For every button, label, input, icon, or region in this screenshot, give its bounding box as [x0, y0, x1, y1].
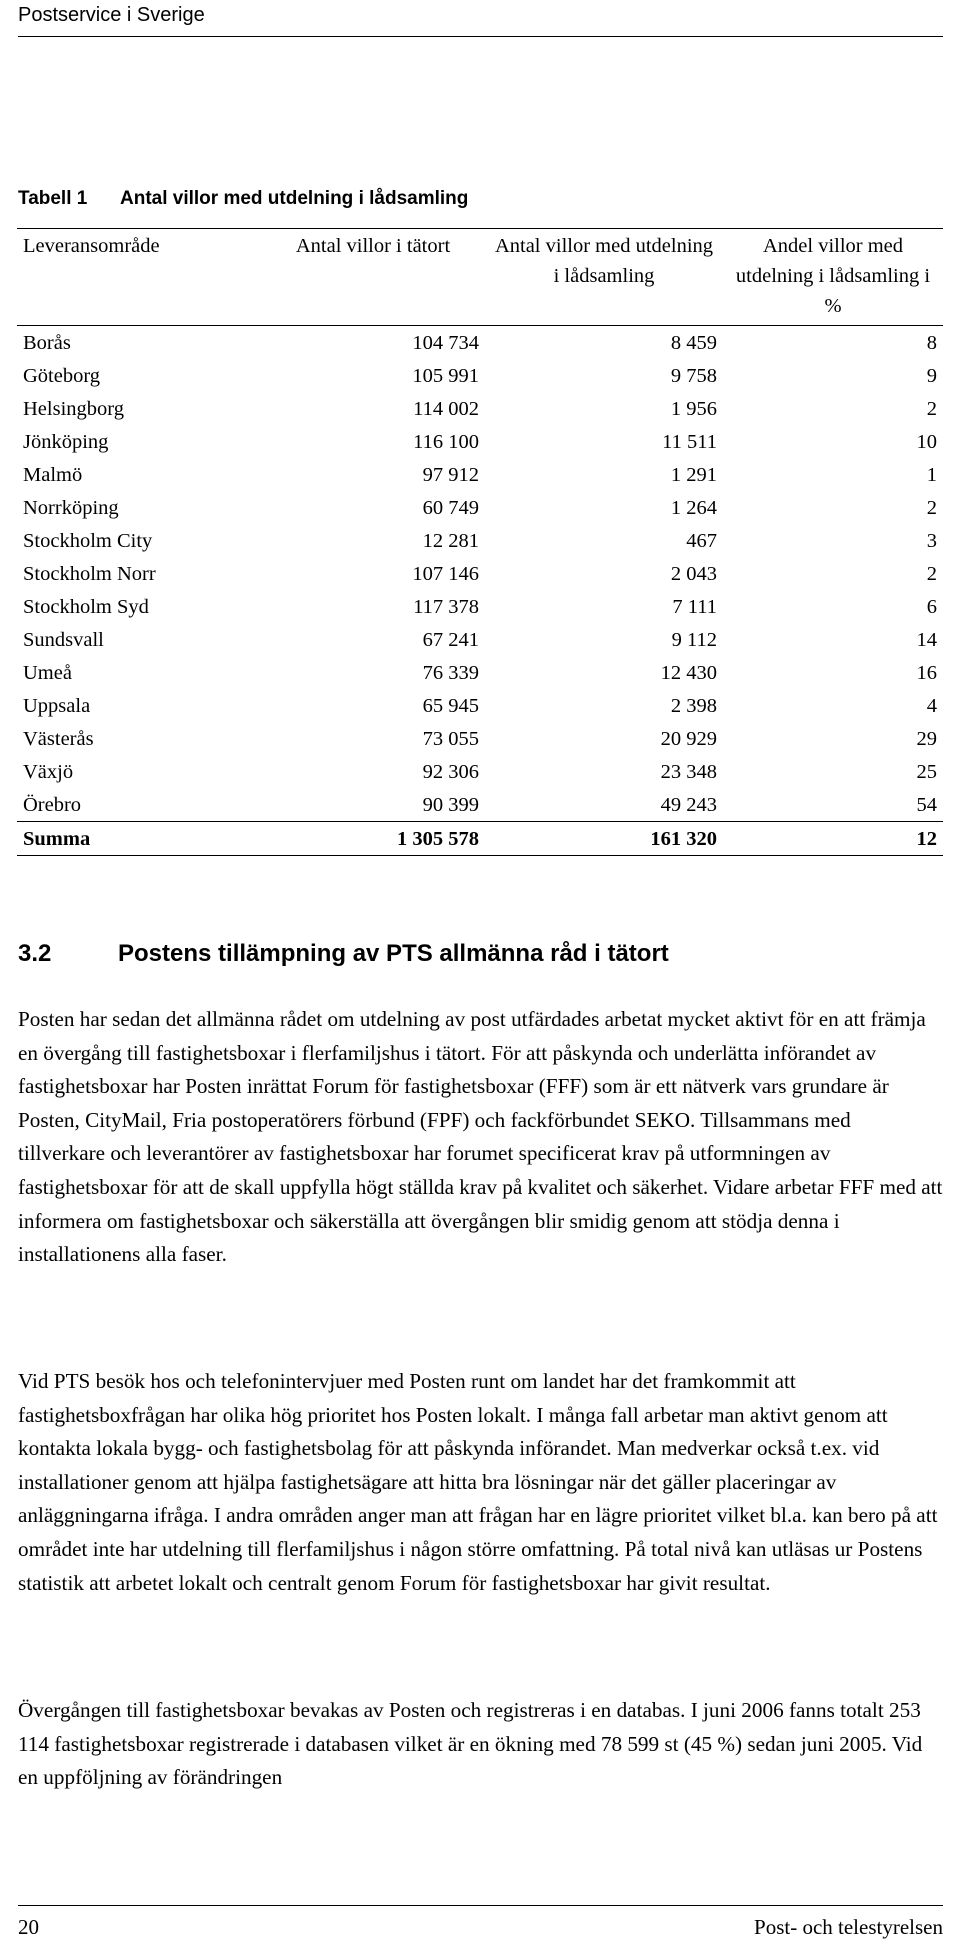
section-number: 3.2 — [18, 940, 52, 967]
section-heading — [18, 940, 669, 968]
table-cell: 6 — [926, 595, 937, 618]
publisher-name: Post- och telestyrelsen — [754, 1915, 943, 1939]
body-paragraph: Övergången till fastighetsboxar bevakas av Posten och registreras i en databas. I juni 2006 fanns totalt 253 114 fastighetsboxar registrerade i databasen vilket är en ökning med 78 599 st (45 %) sedan juni 2005. Vid en uppföljning av förändringen — [18, 1698, 923, 1790]
table-cell: 2 — [926, 397, 937, 420]
table-cell: 2 — [926, 562, 937, 585]
table-row — [17, 458, 943, 491]
table-cell: 104 734 — [412, 331, 479, 354]
table-cell: 92 306 — [422, 760, 479, 783]
table-row — [17, 326, 943, 360]
table-cell: 67 241 — [422, 628, 479, 651]
table-cell: Malmö — [23, 463, 83, 486]
table-cell: 9 — [926, 364, 937, 387]
table-cell: 116 100 — [413, 430, 479, 453]
table-cell: 10 — [916, 430, 937, 453]
table-cell: 23 348 — [660, 760, 717, 783]
villa-delivery-table — [17, 228, 943, 856]
table-cell: 3 — [926, 529, 937, 552]
header-rule — [18, 36, 943, 37]
table-cell: Sundsvall — [23, 628, 104, 651]
table-cell: Helsingborg — [23, 397, 124, 420]
table-row — [17, 590, 943, 623]
table-cell: 107 146 — [412, 562, 479, 585]
table-cell: 12 — [723, 822, 943, 856]
table-row — [17, 392, 943, 425]
column-header: Antal villor i tätort — [261, 229, 485, 326]
table-cell: Norrköping — [23, 496, 119, 519]
table-cell: 7 111 — [672, 595, 717, 618]
table-cell: 117 378 — [413, 595, 479, 618]
table-cell: Umeå — [23, 661, 72, 684]
running-header: Postservice i Sverige — [18, 4, 205, 26]
column-header: Leveransområde — [17, 229, 261, 326]
table-cell: Örebro — [23, 793, 82, 816]
table-cell: 9 758 — [670, 364, 717, 387]
table-cell: 54 — [916, 793, 937, 816]
table-cell: 97 912 — [422, 463, 479, 486]
table-row — [17, 722, 943, 755]
table-row — [17, 425, 943, 458]
table-row — [17, 524, 943, 557]
table-cell: 2 043 — [670, 562, 717, 585]
table-cell: 29 — [916, 727, 937, 750]
table-row — [17, 788, 943, 822]
table-cell: 11 511 — [662, 430, 717, 453]
table-cell: 14 — [916, 628, 937, 651]
table-cell: 8 — [926, 331, 937, 354]
table-cell: 65 945 — [422, 694, 479, 717]
table-row — [17, 656, 943, 689]
table-cell: Växjö — [23, 760, 74, 783]
table-cell: 60 749 — [422, 496, 479, 519]
table-cell: 114 002 — [413, 397, 479, 420]
body-paragraph: Vid PTS besök hos och telefonintervjuer med Posten runt om landet har det framkommit att fastighetsboxfrågan har olika hög prioritet hos Posten lokalt. I många fall arbetar man aktivt genom att kontakta lokala bygg- och fastighetsbolag för att påskynda införandet. Man medverkar också t.ex. vid installationer genom att hjälpa fastighetsägare att hitta bra lösningar när det gäller placeringar av anläggningarna ifråga. I andra områden anger man att frågan har en lägre prioritet vilket bl.a. kan bero på att området inte har utdelning till flerfamiljshus i någon större omfattning. På total nivå kan utläsas ur Postens statistik att arbetet lokalt och centralt genom Forum för fastighetsboxar har givit resultat. — [18, 1369, 938, 1595]
body-paragraph: Posten har sedan det allmänna rådet om utdelning av post utfärdades arbetat mycket aktivt för en att främja en övergång till fastighetsboxar i flerfamiljshus i tätort. För att påskynda och underlätta införandet av fastighetsboxar har Posten inrättat Forum för fastighetsboxar (FFF) som är ett nätverk vars grundare är Posten, CityMail, Fria postoperatörers förbund (FPF) och fackförbundet SEKO. Tillsammans med tillverkare och leverantörer av fastighetsboxar har forumet specificerat krav på utformningen av fastighetsboxar för att de skall uppfylla högt ställda krav på kvalitet och säkerhet. Vidare arbetar FFF med att informera om fastighetsboxar och säkerställa att övergången blir smidig genom att stödja denna i installationens alla faser. — [18, 1007, 943, 1267]
table-cell: 25 — [916, 760, 937, 783]
table-cell: 1 — [926, 463, 937, 486]
table-cell: 105 991 — [412, 364, 479, 387]
table-cell: 76 339 — [422, 661, 479, 684]
table-total-row — [17, 822, 943, 856]
table-cell: 4 — [926, 694, 937, 717]
table-row — [17, 623, 943, 656]
table-cell: Stockholm Syd — [23, 595, 149, 618]
table-cell: Göteborg — [23, 364, 101, 387]
table-title: Antal villor med utdelning i lådsamling — [120, 188, 469, 209]
table-cell: Stockholm Norr — [23, 562, 156, 585]
table-cell: Stockholm City — [23, 529, 153, 552]
page-number: 20 — [18, 1915, 39, 1939]
table-cell: 1 305 578 — [261, 822, 485, 856]
table-cell: 9 112 — [671, 628, 717, 651]
table-cell: 2 398 — [670, 694, 717, 717]
table-cell: 20 929 — [660, 727, 717, 750]
table-cell: 1 956 — [670, 397, 717, 420]
table-caption — [18, 188, 468, 210]
table-cell: 49 243 — [660, 793, 717, 816]
table-header-row — [17, 229, 943, 326]
table-cell: 1 291 — [670, 463, 717, 486]
section-title: Postens tillämpning av PTS allmänna råd i tätort — [118, 940, 669, 967]
column-header: Andel villor med utdelning i lådsamling i % — [723, 229, 943, 326]
table-cell: 2 — [926, 496, 937, 519]
table-cell: 16 — [916, 661, 937, 684]
footer-rule — [18, 1905, 943, 1906]
table-cell: 467 — [686, 529, 717, 552]
column-header: Antal villor med utdelning i lådsamling — [485, 229, 723, 326]
table-cell: 12 281 — [422, 529, 479, 552]
table-number: Tabell 1 — [18, 188, 88, 209]
table-cell: 1 264 — [670, 496, 717, 519]
table-cell: Summa — [17, 822, 261, 856]
table-cell: 73 055 — [422, 727, 479, 750]
table-cell: Borås — [23, 331, 71, 354]
table-row — [17, 755, 943, 788]
table-row — [17, 491, 943, 524]
table-cell: 90 399 — [422, 793, 479, 816]
table-cell: 161 320 — [485, 822, 723, 856]
table-row — [17, 689, 943, 722]
table-row — [17, 359, 943, 392]
table-cell: Uppsala — [23, 694, 91, 717]
table-row — [17, 557, 943, 590]
table-cell: 8 459 — [670, 331, 717, 354]
table-cell: 12 430 — [660, 661, 717, 684]
table-cell: Västerås — [23, 727, 94, 750]
table-cell: Jönköping — [23, 430, 109, 453]
